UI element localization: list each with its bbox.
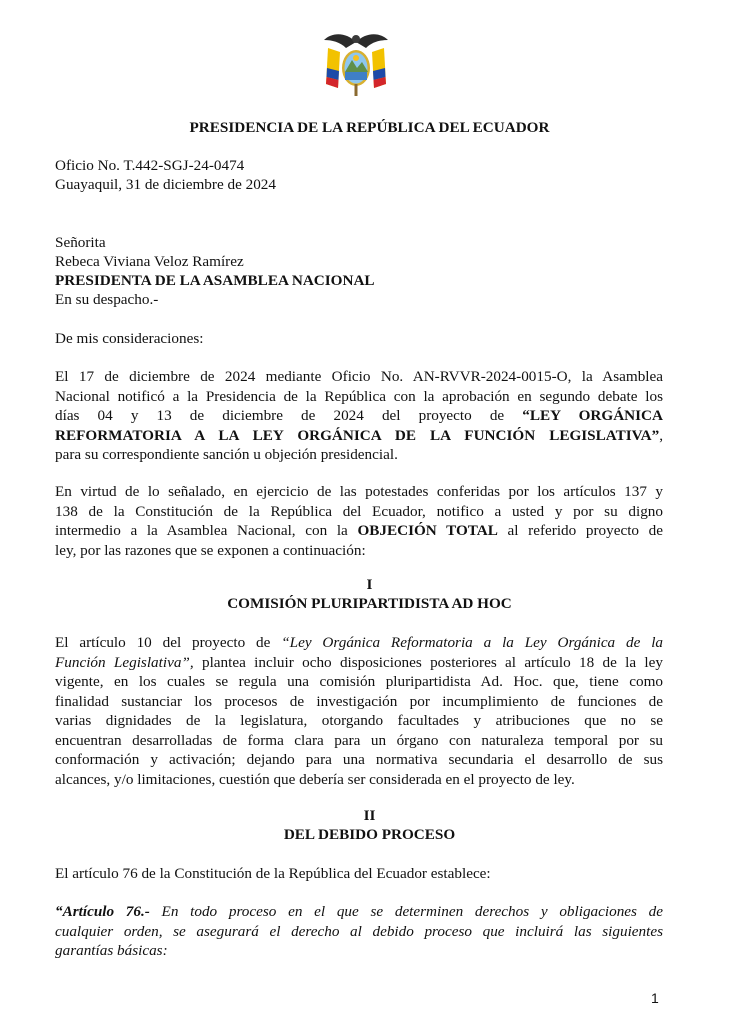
- recipient-salutation: Señorita: [55, 234, 106, 251]
- section-2-number: II: [363, 807, 376, 824]
- recipient-office: En su despacho.-: [55, 291, 159, 308]
- recipient-name: Rebeca Viviana Veloz Ramírez: [55, 253, 244, 270]
- article-76-quote: “Artículo 76.- En todo proceso en el que se determinen derechos y obligaciones de cualquier orden, se asegurará el derecho al debido proceso que incluirá las siguientes garantías básicas:: [55, 903, 663, 959]
- paragraph-objection: En virtud de lo señalado, en ejercicio de las potestades conferidas por los artículos 137 y 138 de la Constitución de la República del Ecuador, notifico a usted y por su digno intermedio a la Asamblea Nacional, con la OBJECIÓN TOTAL al referido proyecto de ley, por las razones que se exponen a continuación:: [55, 483, 663, 559]
- coat-of-arms-seal: [322, 28, 390, 98]
- oficio-number: Oficio No. T.442-SGJ-24-0474: [55, 157, 245, 174]
- paragraph-commission: El artículo 10 del proyecto de “Ley Orgánica Reformatoria a la Ley Orgánica de la Función Legislativa”, plantea incluir ocho disposiciones posteriores al artículo 18 de la ley vigente, en los cuales se regula una comisión pluripartidista Ad. Hoc. que, tiene como finalidad sustanciar los procesos de investigación por incumplimiento de funciones de varias dignidades de la legislatura, otorgando facultades y atribuciones que no se encuentran desarrolladas de forma clara para un órgano con naturaleza temporal por su conformación y activación; dejando para una normativa secundaria el desarrollo de sus alcances, y/o limitaciones, cuestión que debería ser considerada en el proyecto de ley.: [55, 634, 664, 788]
- letterhead-title: PRESIDENCIA DE LA REPÚBLICA DEL ECUADOR: [189, 119, 550, 136]
- greeting: De mis consideraciones:: [55, 330, 204, 347]
- paragraph-article-intro: El artículo 76 de la Constitución de la República del Ecuador establece:: [55, 865, 491, 882]
- paragraph-notification: El 17 de diciembre de 2024 mediante Oficio No. AN-RVVR-2024-0015-O, la Asamblea Nacional notificó a la Presidencia de la República con la aprobación en segundo debate los días 04 y 13 de diciembre de 2024 del proyecto de “LEY ORGÁNICA REFORMATORIA A LA LEY ORGÁNICA DE LA FUNCIÓN LEGISLATIVA”, para su correspondiente sanción u objeción presidencial.: [55, 368, 663, 463]
- place-and-date: Guayaquil, 31 de diciembre de 2024: [55, 176, 276, 193]
- section-1-number: I: [366, 576, 373, 593]
- page-number: 1: [651, 990, 659, 1006]
- recipient-position: PRESIDENTA DE LA ASAMBLEA NACIONAL: [55, 272, 375, 289]
- section-2-heading: DEL DEBIDO PROCESO: [283, 826, 456, 843]
- section-1-heading: COMISIÓN PLURIPARTIDISTA AD HOC: [227, 595, 512, 612]
